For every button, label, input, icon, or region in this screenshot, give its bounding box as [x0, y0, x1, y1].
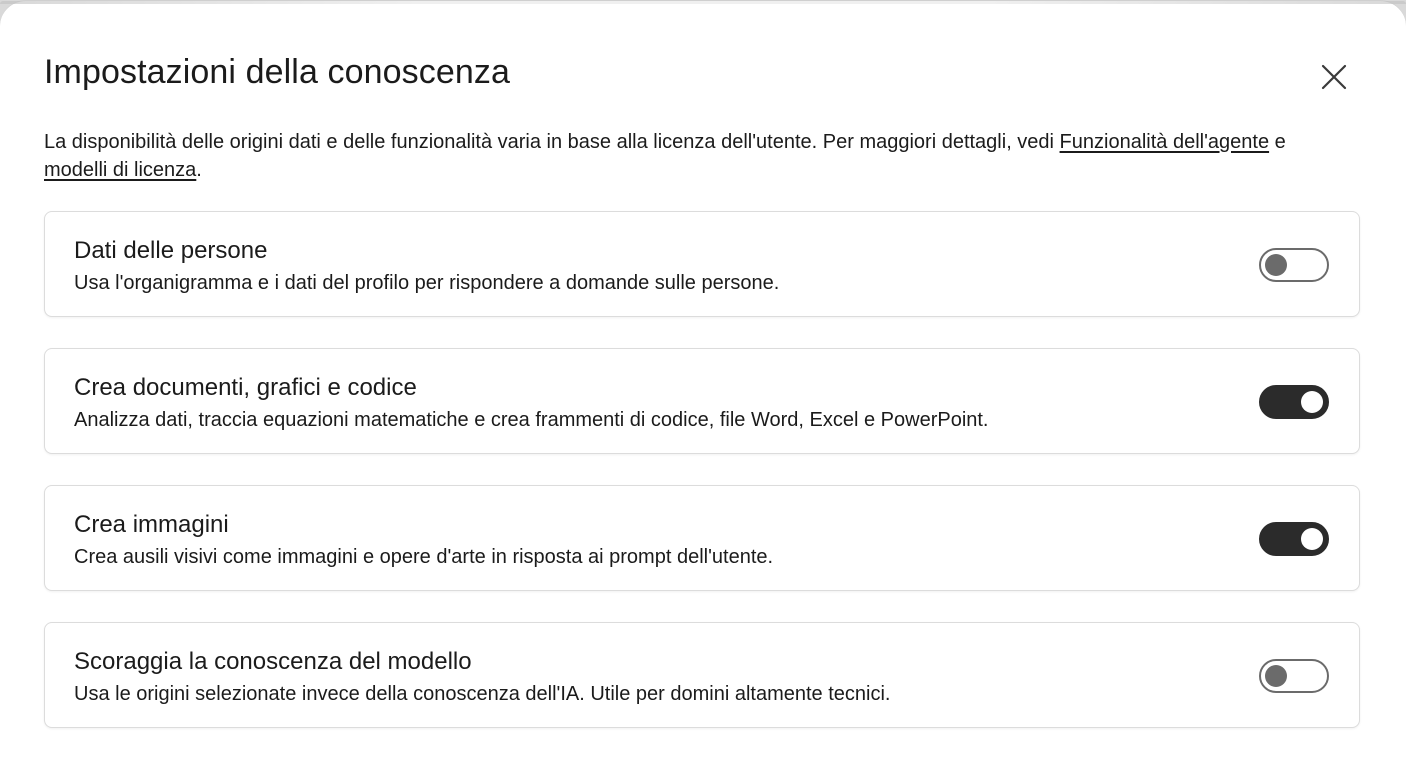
dialog-top-edge	[0, 1, 1406, 4]
setting-description: Crea ausili visivi come immagini e opere d'arte in risposta ai prompt dell'utente.	[74, 546, 774, 568]
setting-description: Usa le origini selezionate invece della conoscenza dell'IA. Utile per domini altamente tecnici.	[74, 683, 891, 705]
toggle-knob	[1301, 528, 1323, 550]
close-button[interactable]	[1312, 55, 1356, 99]
setting-card-create-images	[44, 485, 1360, 591]
dialog-description	[44, 128, 1294, 184]
toggle-knob	[1301, 391, 1323, 413]
setting-card-people-data	[44, 211, 1360, 317]
toggle-knob	[1265, 665, 1287, 687]
toggle-create-images[interactable]	[1259, 522, 1329, 556]
description-text: La disponibilità delle origini dati e delle funzionalità varia in base alla licenza dell'utente. Per maggiori dettagli, vedi	[44, 131, 1060, 153]
setting-title: Crea documenti, grafici e codice	[74, 374, 417, 401]
setting-title: Dati delle persone	[74, 237, 268, 264]
setting-title: Scoraggia la conoscenza del modello	[74, 648, 472, 675]
setting-title: Crea immagini	[74, 511, 229, 538]
close-icon	[1321, 64, 1347, 90]
setting-description: Analizza dati, traccia equazioni matematiche e crea frammenti di codice, file Word, Excel e PowerPoint.	[74, 409, 989, 431]
description-period: .	[196, 159, 202, 181]
setting-card-create-documents	[44, 348, 1360, 454]
setting-card-discourage-model-knowledge	[44, 622, 1360, 728]
toggle-people-data[interactable]	[1259, 248, 1329, 282]
dialog-title: Impostazioni della conoscenza	[44, 53, 510, 91]
license-models-link[interactable]: modelli di licenza	[44, 159, 197, 181]
toggle-create-documents[interactable]	[1259, 385, 1329, 419]
agent-features-link[interactable]: Funzionalità dell'agente	[1059, 131, 1270, 153]
toggle-knob	[1265, 254, 1287, 276]
toggle-discourage-model-knowledge[interactable]	[1259, 659, 1329, 693]
setting-description: Usa l'organigramma e i dati del profilo per rispondere a domande sulle persone.	[74, 272, 780, 294]
description-conjunction: e	[1269, 131, 1286, 153]
